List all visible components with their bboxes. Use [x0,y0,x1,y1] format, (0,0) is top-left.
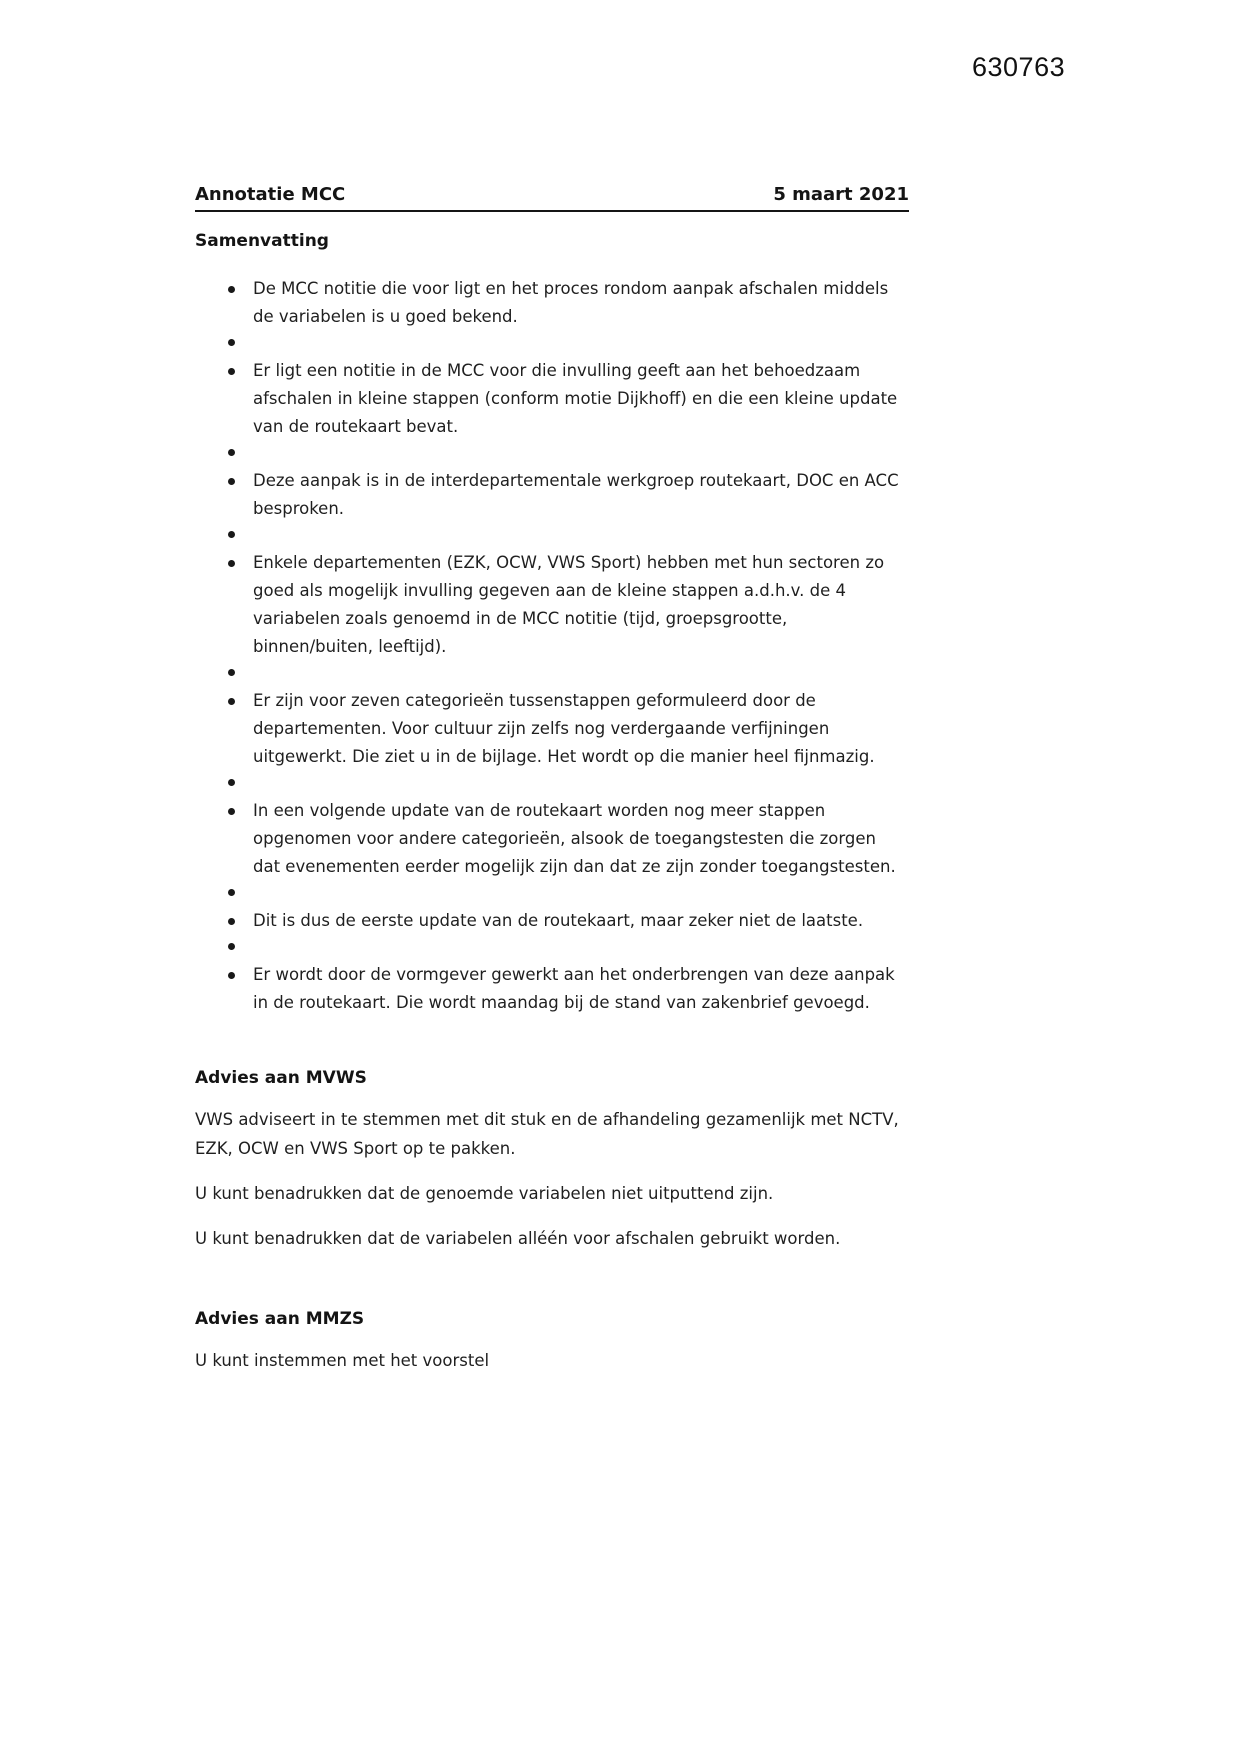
bullet-text: De MCC notitie die voor ligt en het proces rondom aanpak afschalen middels de variabelen is u goed bekend. [253,279,889,326]
advice-mmzs-heading: Advies aan MMZS [195,1309,365,1329]
bullet-icon [228,286,235,293]
bullet-icon [228,779,235,786]
empty-bullet-item [195,881,909,907]
advice-mmzs-paragraph: U kunt instemmen met het voorstel [195,1351,490,1370]
bullet-text: Enkele departementen (EZK, OCW, VWS Sport) hebben met hun sectoren zo goed als mogelijk invulling gegeven aan de kleine stappen a.d.h.v. de 4 variabelen zoals genoemd in de MCC notitie (tijd, groepsgrootte, binnen/buiten, leeftijd). [253,553,885,656]
document-number: 630763 [972,52,1066,82]
bullet-text: Er ligt een notitie in de MCC voor die invulling geeft aan het behoedzaam afschalen in kleine stappen (conform motie Dijkhoff) en die een kleine update van de routekaart bevat. [253,361,898,436]
bullet-text: Er wordt door de vormgever gewerkt aan het onderbrengen van deze aanpak in de routekaart. Die wordt maandag bij de stand van zakenbrief gevoegd. [253,965,895,1012]
summary-bullet-item [195,687,909,771]
summary-bullet-item [195,275,909,331]
bullet-icon [228,698,235,705]
summary-bullet-item [195,797,909,881]
bullet-text: Deze aanpak is in de interdepartementale werkgroep routekaart, DOC en ACC besproken. [253,471,899,518]
empty-bullet-item [195,441,909,467]
document-content [195,184,909,1375]
bullet-icon [228,918,235,925]
summary-bullet-item [195,357,909,441]
empty-bullet-item [195,935,909,961]
bullet-icon [228,560,235,567]
bullet-icon [228,669,235,676]
bullet-text: Dit is dus de eerste update van de routekaart, maar zeker niet de laatste. [253,911,864,930]
bullet-text: In een volgende update van de routekaart worden nog meer stappen opgenomen voor andere categorieën, alsook de toegangstesten die zorgen dat evenementen eerder mogelijk zijn dan dat ze zijn zonder toegangstesten. [253,801,896,876]
bullet-icon [228,478,235,485]
advice-mvws-heading: Advies aan MVWS [195,1068,367,1088]
bullet-icon [228,943,235,950]
bullet-icon [228,449,235,456]
advice-mvws-paragraph: VWS adviseert in te stemmen met dit stuk en de afhandeling gezamenlijk met NCTV, EZK, OCW en VWS Sport op te pakken. [195,1110,899,1158]
bullet-text: Er zijn voor zeven categorieën tussenstappen geformuleerd door de departementen. Voor cultuur zijn zelfs nog verdergaande verfijningen uitgewerkt. Die ziet u in de bijlage. Het wordt op die manier heel fijnmazig. [253,691,875,766]
empty-bullet-item [195,661,909,687]
summary-heading: Samenvatting [195,231,329,251]
bullet-icon [228,972,235,979]
bullet-icon [228,339,235,346]
document-title: Annotatie MCC [195,184,346,205]
bullet-icon [228,531,235,538]
bullet-icon [228,808,235,815]
empty-bullet-item [195,771,909,797]
empty-bullet-item [195,331,909,357]
summary-bullet-item [195,961,909,1017]
document-header [195,184,909,212]
document-date: 5 maart 2021 [773,184,909,205]
empty-bullet-item [195,523,909,549]
bullet-icon [228,889,235,896]
summary-bullet-item [195,549,909,661]
summary-bullet-item [195,467,909,523]
advice-mvws-paragraph: U kunt benadrukken dat de genoemde variabelen niet uitputtend zijn. [195,1184,774,1203]
summary-bullet-list [195,275,909,1017]
summary-bullet-item [195,907,909,935]
advice-mvws-paragraph: U kunt benadrukken dat de variabelen alléén voor afschalen gebruikt worden. [195,1229,841,1248]
bullet-icon [228,368,235,375]
